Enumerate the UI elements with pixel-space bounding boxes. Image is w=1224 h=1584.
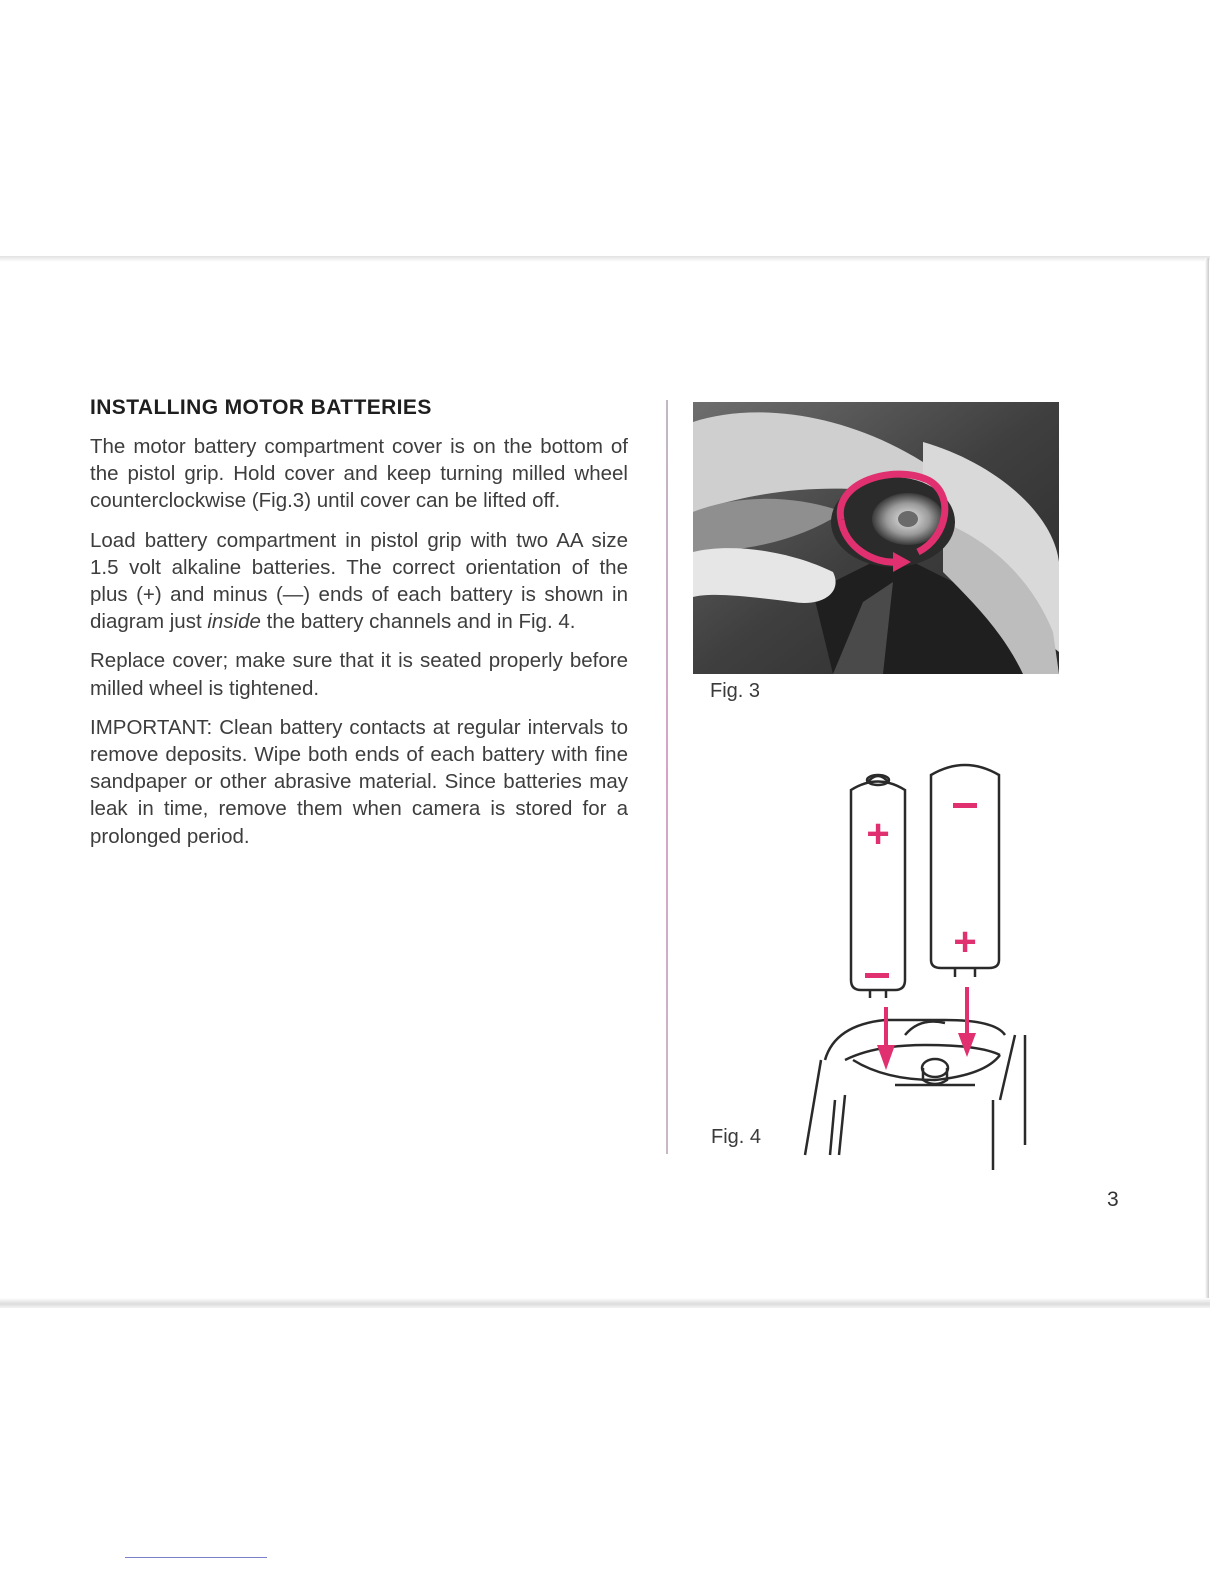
body-text [90,433,628,850]
column-divider [666,400,668,1154]
fig3-caption: Fig. 3 [710,680,761,702]
page-edge-top [0,256,1210,262]
section-heading: INSTALLING MOTOR BATTERIES [90,396,432,419]
left-battery-minus [865,973,889,978]
fig4-caption: Fig. 4 [711,1126,762,1148]
right-battery-minus [953,803,977,808]
scan-artifact-line [125,1557,267,1558]
paragraph-load-batteries: Load battery compartment in pistol grip with two AA size 1.5 volt alkaline batteries. The correct orientation of the plus (+) and minus (—) ends of each battery is shown in diagram just inside the battery channels and in Fig. 4. [90,528,628,634]
paragraph-replace-cover: Replace cover; make sure that it is seated properly before milled wheel is tightened. [90,649,628,700]
fig3-photo [693,402,1059,674]
left-battery-plus: + [866,812,890,856]
page-number: 3 [1107,1188,1119,1211]
paragraph-remove-cover: The motor battery compartment cover is on the bottom of the pistol grip. Hold cover and keep turning milled wheel counterclockwise (Fig.3) until cover can be lifted off. [90,435,628,513]
page-edge-right [1205,258,1209,1304]
page-edge-bottom [0,1298,1210,1308]
right-battery-plus: + [953,920,977,964]
fig4-diagram [795,755,1035,1175]
emphasis-inside: inside [207,610,261,634]
paragraph-important: IMPORTANT: Clean battery contacts at regular intervals to remove deposits. Wipe both ends of each battery with fine sandpaper or other abrasive material. Since batteries may leak in time, remove them when camera is stored for a prolonged period. [90,715,628,848]
